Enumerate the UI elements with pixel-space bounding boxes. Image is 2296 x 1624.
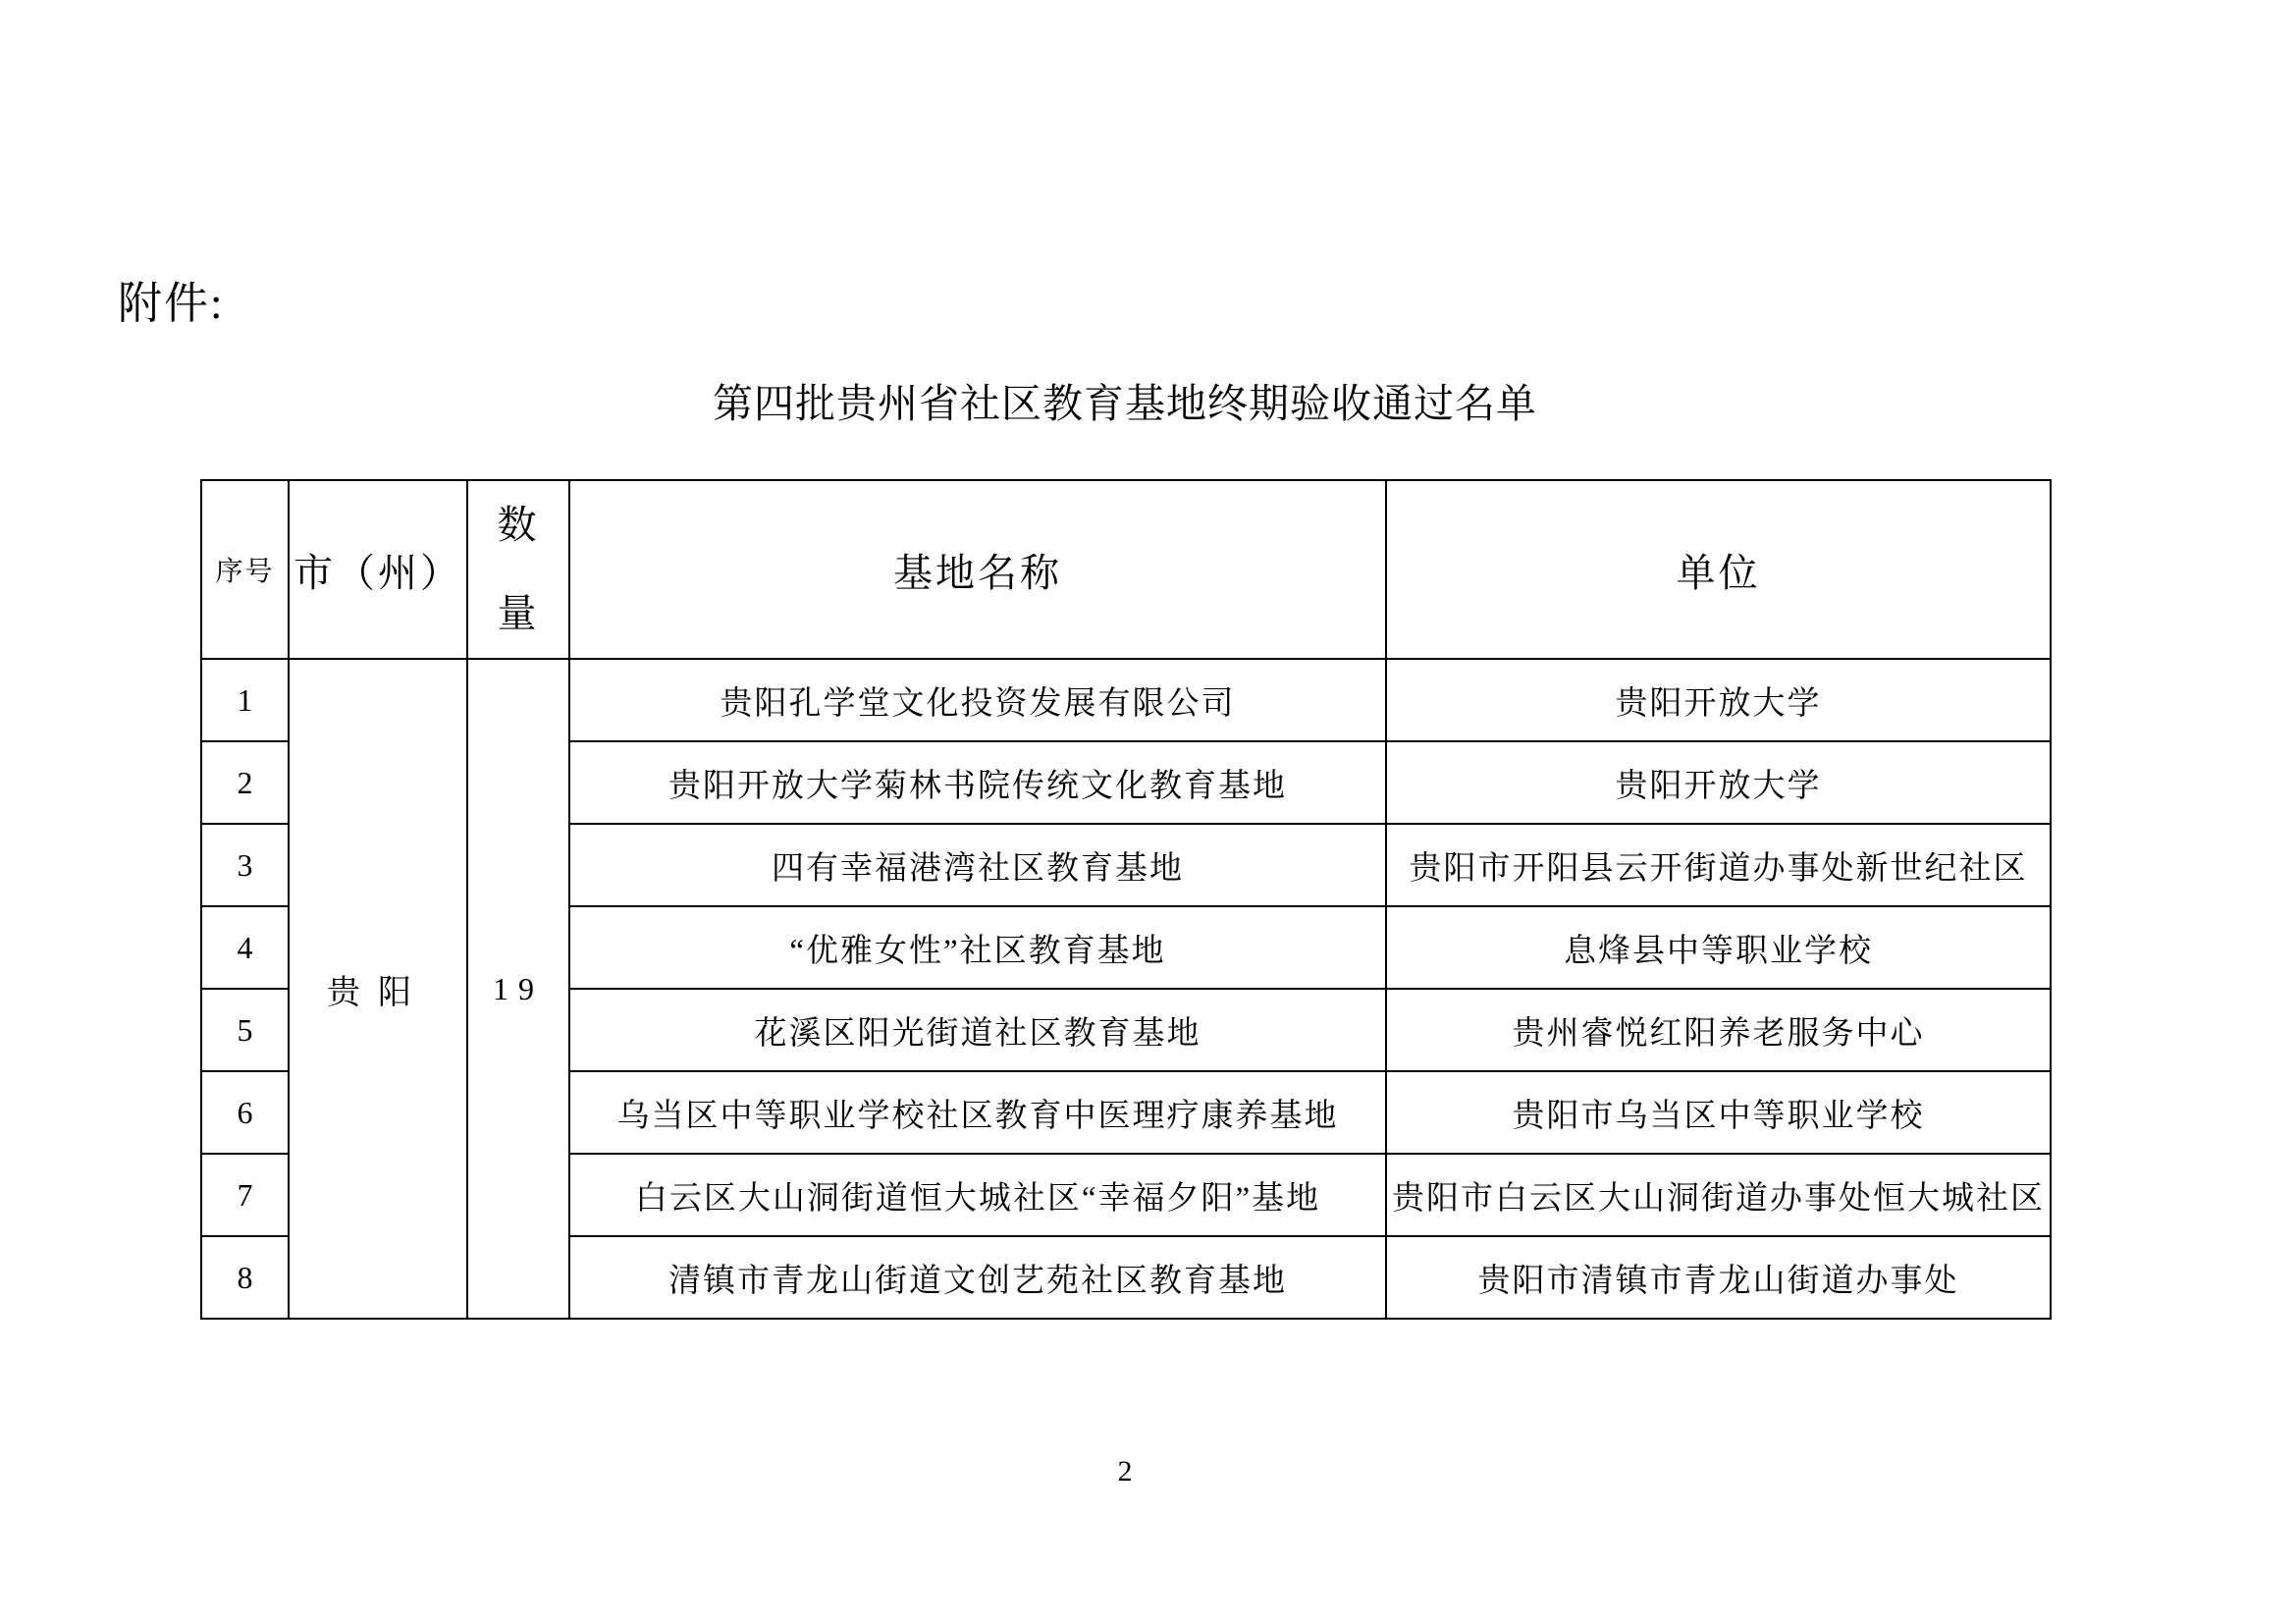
count-merged-cell: 19 [467, 659, 569, 1319]
col-header-base-name: 基地名称 [569, 480, 1386, 659]
row-index: 4 [201, 906, 289, 989]
unit-cell: 贵阳市乌当区中等职业学校 [1386, 1071, 2051, 1154]
col-header-index: 序号 [201, 480, 289, 659]
col-header-count [467, 480, 569, 659]
city-merged-cell: 贵阳 [289, 659, 467, 1319]
base-name-cell: 乌当区中等职业学校社区教育中医理疗康养基地 [569, 1071, 1386, 1154]
page-number: 2 [1117, 1455, 1133, 1488]
acceptance-list-table [200, 479, 2052, 1320]
row-index: 5 [201, 989, 289, 1071]
row-index: 3 [201, 824, 289, 906]
table-row [201, 659, 2051, 741]
row-index: 6 [201, 1071, 289, 1154]
table-header-row [201, 480, 2051, 659]
col-header-city: 市（州） [289, 480, 467, 659]
row-index: 2 [201, 741, 289, 824]
unit-cell: 贵阳市白云区大山洞街道办事处恒大城社区 [1386, 1154, 2051, 1236]
col-header-unit: 单位 [1386, 480, 2051, 659]
row-index: 8 [201, 1236, 289, 1319]
base-name-cell: 四有幸福港湾社区教育基地 [569, 824, 1386, 906]
base-name-cell: 贵阳孔学堂文化投资发展有限公司 [569, 659, 1386, 741]
unit-cell: 贵阳开放大学 [1386, 659, 2051, 741]
row-index: 7 [201, 1154, 289, 1236]
base-name-cell: 白云区大山洞街道恒大城社区“幸福夕阳”基地 [569, 1154, 1386, 1236]
row-index: 1 [201, 659, 289, 741]
base-name-cell: 清镇市青龙山街道文创艺苑社区教育基地 [569, 1236, 1386, 1319]
col-header-count-label: 数量 [497, 504, 540, 635]
unit-cell: 息烽县中等职业学校 [1386, 906, 2051, 989]
attachment-label: 附件: [118, 279, 225, 328]
base-name-cell: “优雅女性”社区教育基地 [569, 906, 1386, 989]
base-name-cell: 花溪区阳光街道社区教育基地 [569, 989, 1386, 1071]
unit-cell: 贵阳市开阳县云开街道办事处新世纪社区 [1386, 824, 2051, 906]
unit-cell: 贵阳开放大学 [1386, 741, 2051, 824]
base-name-cell: 贵阳开放大学菊林书院传统文化教育基地 [569, 741, 1386, 824]
unit-cell: 贵州睿悦红阳养老服务中心 [1386, 989, 2051, 1071]
page-title: 第四批贵州省社区教育基地终期验收通过名单 [713, 381, 1537, 426]
unit-cell: 贵阳市清镇市青龙山街道办事处 [1386, 1236, 2051, 1319]
